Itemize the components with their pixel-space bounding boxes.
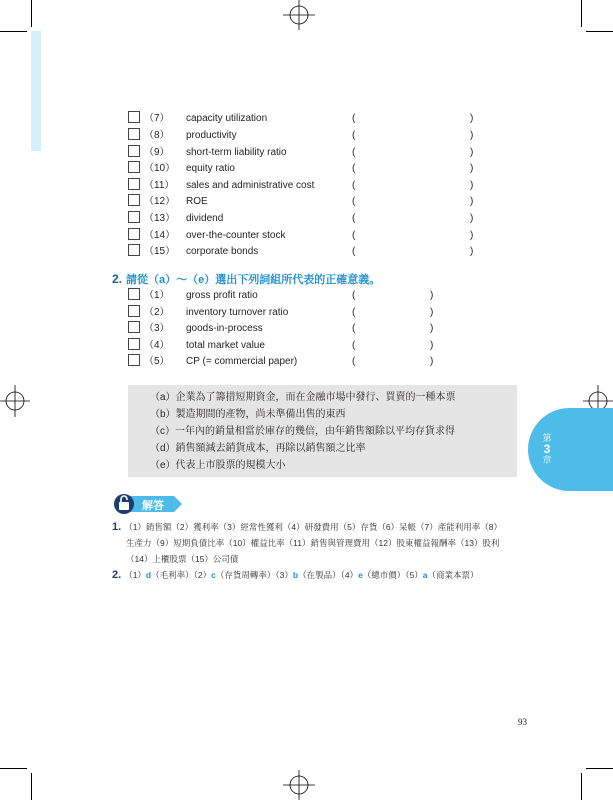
section-number: 2.	[112, 272, 123, 286]
answer-paren-close: )	[470, 196, 474, 207]
question-number: （15）	[144, 246, 176, 257]
chapter-tab-prefix: 第	[542, 433, 552, 443]
answer-paren-open: (	[352, 246, 356, 257]
answer-paren-close: )	[470, 130, 474, 141]
question-number: （12）	[144, 196, 176, 207]
answer-paren-open: (	[352, 340, 356, 351]
question-row	[128, 354, 297, 370]
question-term: inventory turnover ratio	[186, 307, 289, 318]
question-row	[128, 228, 286, 244]
question-term: ROE	[186, 196, 208, 207]
page-number: 93	[518, 717, 527, 727]
question-row	[128, 211, 223, 227]
answer-paren-open: (	[352, 147, 356, 158]
question-number: （5）	[144, 356, 170, 367]
question-row	[128, 178, 314, 194]
checkbox[interactable]	[128, 178, 140, 190]
option-b: （b）製造期間的產物，尚未準備出售的東西	[150, 409, 346, 420]
question-row	[128, 161, 235, 177]
question-row	[128, 321, 263, 337]
registration-mark-left	[0, 381, 32, 421]
question-number: （1）	[144, 290, 170, 301]
question-number: （10）	[144, 163, 176, 174]
option-c: （c）一年內的銷量相當於庫存的幾倍，由年銷售額除以平均存貨求得	[150, 426, 455, 437]
answer-part-text: （在製品）	[298, 570, 341, 580]
question-term: CP (= commercial paper)	[186, 356, 298, 367]
option-e: （e）代表上市股票的規模大小	[150, 460, 286, 471]
answer-paren-open: (	[352, 113, 356, 124]
answer-letter: e	[358, 570, 363, 580]
answer-paren-open: (	[352, 307, 356, 318]
answer-number: 1.	[112, 521, 122, 533]
question-number: （14）	[144, 230, 176, 241]
lock-icon	[114, 492, 134, 514]
checkbox[interactable]	[128, 338, 140, 350]
checkbox[interactable]	[128, 161, 140, 173]
answer-paren-close: )	[470, 246, 474, 257]
question-row	[128, 305, 288, 321]
answer-letter: d	[145, 570, 152, 580]
chapter-tab-suffix: 章	[542, 455, 552, 465]
registration-mark-bottom	[279, 768, 319, 800]
question-number: （2）	[144, 307, 170, 318]
answer-part-text: （毛利率）	[151, 570, 194, 580]
option-d: （d）銷售額減去銷貨成本，再除以銷售額之比率	[150, 443, 366, 454]
checkbox[interactable]	[128, 211, 140, 223]
chapter-tab-number: 3	[543, 442, 551, 456]
answer-1-line-1	[112, 520, 502, 535]
question-term: short-term liability ratio	[186, 147, 287, 158]
answer-paren-open: (	[352, 356, 356, 367]
checkbox[interactable]	[128, 111, 140, 123]
question-term: total market value	[186, 340, 265, 351]
question-term: goods-in-process	[186, 323, 263, 334]
question-row	[128, 288, 258, 304]
question-number: （11）	[144, 180, 175, 191]
answer-paren-close: )	[470, 213, 474, 224]
answer-part-prefix: （4）	[340, 570, 359, 580]
question-term: dividend	[186, 213, 224, 224]
checkbox[interactable]	[128, 244, 140, 256]
answer-letter: c	[211, 570, 216, 580]
answer-1-line-3: （14）上櫃股票（15）公司債	[126, 554, 239, 564]
question-term: capacity utilization	[186, 113, 268, 124]
checkbox[interactable]	[128, 145, 140, 157]
answer-part-text: （存貨周轉率）	[215, 570, 276, 580]
answer-paren-close: )	[430, 356, 434, 367]
margin-color-strip	[31, 31, 41, 151]
question-row	[128, 111, 267, 127]
answer-paren-open: (	[352, 323, 356, 334]
answer-paren-close: )	[430, 307, 434, 318]
question-term: productivity	[186, 130, 237, 141]
answer-paren-close: )	[470, 180, 474, 191]
checkbox[interactable]	[128, 321, 140, 333]
answer-part-text: （商業本票）	[427, 570, 479, 580]
answer-paren-open: (	[352, 230, 356, 241]
answer-paren-open: (	[352, 213, 356, 224]
answer-part-prefix: （1）	[124, 570, 146, 580]
checkbox[interactable]	[128, 128, 140, 140]
answer-paren-close: )	[470, 147, 474, 158]
question-term: sales and administrative cost	[186, 180, 315, 191]
question-row	[128, 128, 237, 144]
question-row	[128, 338, 265, 354]
checkbox[interactable]	[128, 305, 140, 317]
section-2-heading	[112, 271, 380, 287]
checkbox[interactable]	[128, 228, 140, 240]
answer-2-line	[112, 568, 479, 583]
question-number: （9）	[144, 147, 170, 158]
answer-paren-open: (	[352, 163, 356, 174]
checkbox[interactable]	[128, 194, 140, 206]
answer-part-prefix: （3）	[275, 570, 293, 580]
checkbox[interactable]	[128, 354, 140, 366]
answers-heading: 解答	[142, 500, 164, 512]
answer-number: 2.	[112, 569, 122, 581]
answer-paren-open: (	[352, 290, 356, 301]
question-number: （8）	[144, 130, 170, 141]
answer-paren-open: (	[352, 180, 356, 191]
option-a: （a）企業為了籌措短期資金，而在金融市場中發行、買賣的一種本票	[150, 392, 456, 403]
answer-paren-open: (	[352, 130, 356, 141]
answer-paren-close: )	[470, 113, 474, 124]
answer-part-prefix: （5）	[405, 570, 423, 580]
question-row	[128, 194, 208, 210]
checkbox[interactable]	[128, 288, 140, 300]
question-term: over-the-counter stock	[186, 230, 286, 241]
answer-part-text: （總市價）	[362, 570, 406, 580]
answer-1-line-2: 生產力（9）短期負債比率（10）權益比率（11）銷售與管理費用（12）股東權益報酬率（13）股利	[126, 538, 500, 548]
question-term: equity ratio	[186, 163, 235, 174]
answer-paren-close: )	[470, 230, 474, 241]
answer-text: （1）銷售額（2）獲利率（3）經常性獲利（4）研發費用（5）存貨（6）呆帳（7）產能利用率（8）	[124, 522, 503, 532]
chapter-tab-label	[540, 433, 554, 466]
answer-paren-close: )	[470, 163, 474, 174]
answer-paren-close: )	[430, 290, 434, 301]
answer-part-prefix: （2）	[193, 570, 212, 580]
question-row	[128, 145, 287, 161]
question-number: （3）	[144, 323, 170, 334]
question-number: （13）	[144, 213, 176, 224]
question-number: （4）	[144, 340, 170, 351]
answer-paren-open: (	[352, 196, 356, 207]
answer-letter: a	[422, 570, 428, 580]
answer-paren-close: )	[430, 340, 434, 351]
question-row	[128, 244, 258, 260]
section-title: 請從（a）～（e）選出下列詞組所代表的正確意義。	[126, 274, 381, 286]
answer-paren-close: )	[430, 323, 434, 334]
question-term: gross profit ratio	[186, 290, 258, 301]
question-term: corporate bonds	[186, 246, 259, 257]
registration-mark-top	[279, 0, 319, 32]
answer-letter: b	[292, 570, 299, 580]
question-number: （7）	[144, 113, 170, 124]
